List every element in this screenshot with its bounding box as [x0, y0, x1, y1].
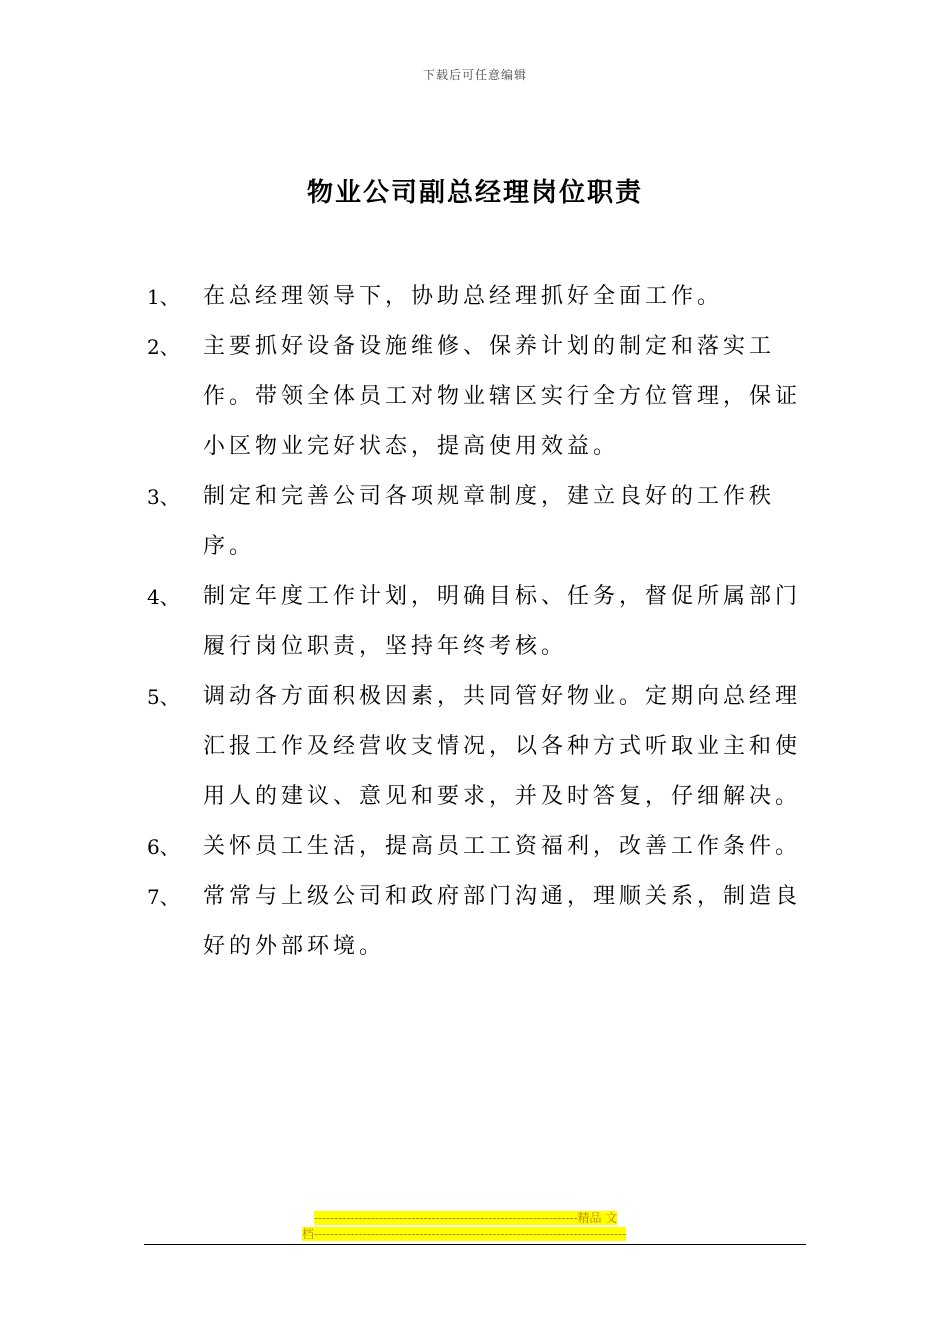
document-title: 物业公司副总经理岗位职责	[306, 178, 643, 208]
duty-list	[0, 272, 950, 972]
item-number: 6、	[147, 835, 180, 859]
item-text: 制定和完善公司各项规章制度，建立良好的工作秩序。	[203, 484, 776, 559]
list-item	[0, 822, 950, 872]
footer-watermark-line2: 档-----------------------------------------------------------------------------	[302, 1227, 627, 1241]
item-number: 7、	[147, 885, 180, 909]
list-item	[0, 872, 950, 972]
item-text: 关怀员工生活，提高员工工资福利，改善工作条件。	[203, 834, 802, 859]
item-text: 制定年度工作计划，明确目标、任务，督促所属部门履行岗位职责，坚持年终考核。	[203, 584, 802, 659]
item-text: 在总经理领导下，协助总经理抓好全面工作。	[203, 284, 724, 309]
list-item	[0, 472, 950, 572]
list-item	[0, 322, 950, 472]
header-note: 下载后可任意编辑	[422, 68, 527, 82]
item-number: 5、	[147, 685, 180, 709]
item-text: 主要抓好设备设施维修、保养计划的制定和落实工作。带领全体员工对物业辖区实行全方位管理，保证小区物业完好状态，提高使用效益。	[203, 334, 802, 459]
list-item	[0, 672, 950, 822]
item-number: 2、	[147, 335, 180, 359]
item-number: 4、	[147, 585, 180, 609]
item-text: 常常与上级公司和政府部门沟通，理顺关系，制造良好的外部环境。	[203, 884, 802, 959]
list-item	[0, 272, 950, 322]
footer-watermark	[302, 1210, 652, 1242]
item-number: 1、	[147, 285, 180, 309]
list-item	[0, 572, 950, 672]
item-text: 调动各方面积极因素，共同管好物业。定期向总经理汇报工作及经营收支情况，以各种方式听取业主和使用人的建议、意见和要求，并及时答复，仔细解决。	[203, 684, 802, 809]
footer-divider	[144, 1244, 806, 1245]
footer-watermark-line1: -----------------------------------------------------------------精品 文	[314, 1211, 618, 1225]
item-number: 3、	[147, 485, 180, 509]
